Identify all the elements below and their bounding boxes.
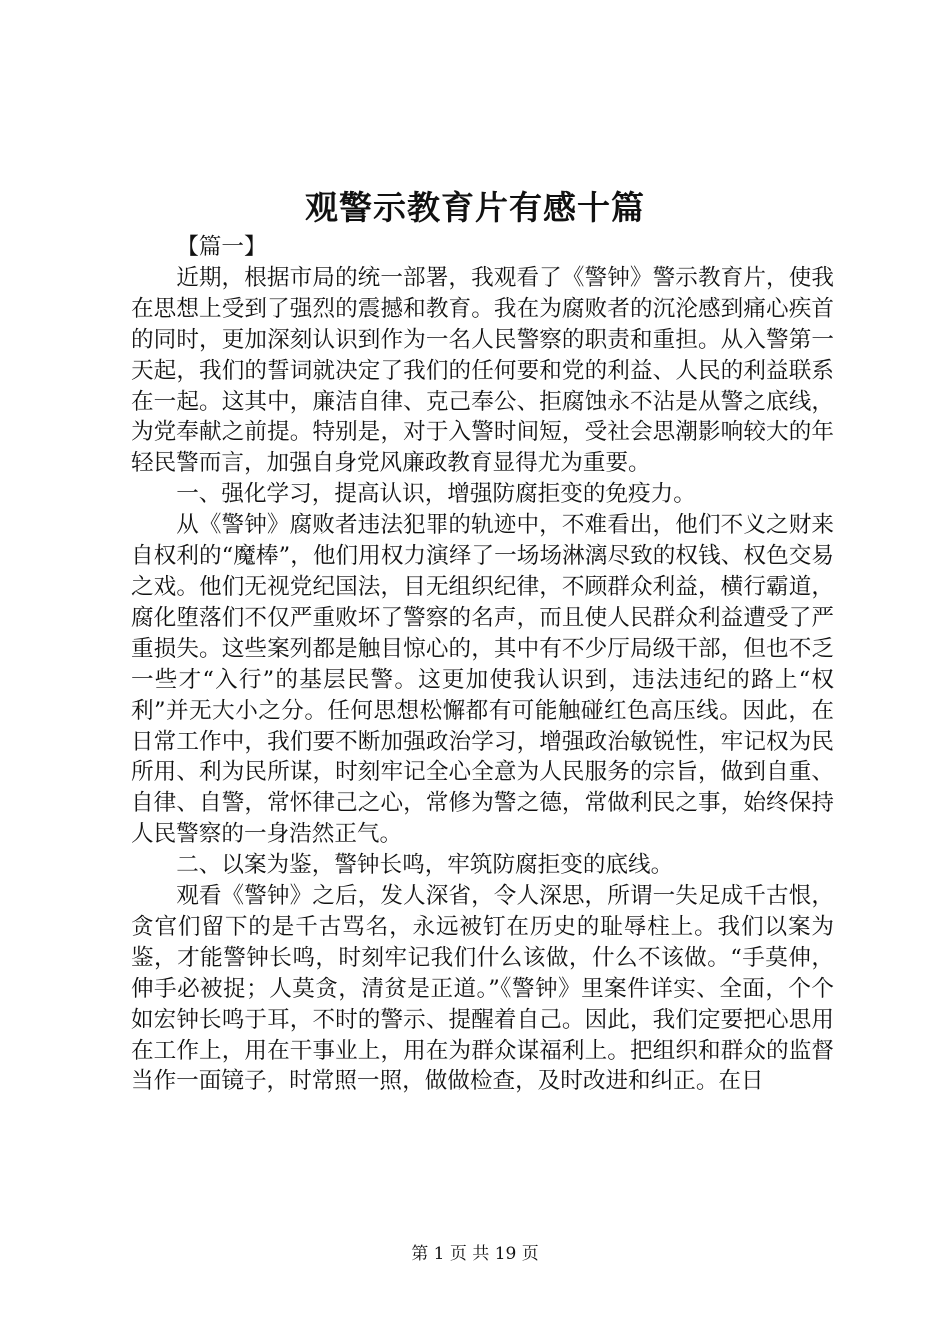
subsection-heading: 二、以案为鉴，警钟长鸣，牢筑防腐拒变的底线。 bbox=[176, 852, 674, 879]
body-paragraph: 从《警钟》腐败者违法犯罪的轨迹中，不难看出，他们不义之财来自权利的“魔棒”，他们用权力演绎了一场场淋漓尽致的权钱、权色交易之戏。他们无视党纪国法，目无组织纪律，不顾群众利益，横行霸道，腐化堕落们不仅严重败坏了警察的名声，而且使人民群众利益遭受了严重损失。这些案列都是触目惊心的，其中有不少厅局级干部，但也不乏一些才“入行”的基层民警。这更加使我认识到，违法违纪的路上“权利”并无大小之分。任何思想松懈都有可能触碰红色高压线。因此，在日常工作中，我们要不断加强政治学习，增强政治敏锐性，牢记权为民所用、利为民所谋，时刻牢记全心全意为人民服务的宗旨，做到自重、自律、自警，常怀律己之心，常修为警之德，常做利民之事，始终保持人民警察的一身浩然正气。 bbox=[131, 512, 834, 848]
subsection-heading: 一、强化学习，提高认识，增强防腐拒变的免疫力。 bbox=[176, 481, 696, 508]
page-footer: 第 1 页 共 19 页 bbox=[411, 1244, 539, 1264]
body-paragraph: 近期，根据市局的统一部署，我观看了《警钟》警示教育片，使我在思想上受到了强烈的震撼和教育。我在为腐败者的沉沦感到痛心疾首的同时，更加深刻认识到作为一名人民警察的职责和重担。从入警第一天起，我们的誓词就决定了我们的任何要和党的利益、人民的利益联系在一起。这其中，廉洁自律、克己奉公、拒腐蚀永不沾是从警之底线，为党奉献之前提。特别是，对于入警时间短，受社会思潮影响较大的年轻民警而言，加强自身党风廉政教育显得尤为重要。 bbox=[131, 264, 834, 477]
document-title: 观警示教育片有感十篇 bbox=[305, 188, 645, 227]
body-paragraph: 观看《警钟》之后，发人深省，令人深思，所谓一失足成千古恨，贪官们留下的是千古骂名，永远被钉在历史的耻辱柱上。我们以案为鉴，才能警钟长鸣，时刻牢记我们什么该做，什么不该做。“手莫伸，伸手必被捉；人莫贪，清贫是正道。”《警钟》里案件详实、全面，个个如宏钟长鸣于耳，不时的警示、提醒着自己。因此，我们定要把心思用在工作上，用在干事业上，用在为群众谋福利上。把组织和群众的监督当作一面镜子，时常照一照，做做检查，及时改进和纠正。在日 bbox=[131, 883, 834, 1095]
document-body bbox=[131, 232, 834, 1097]
section-heading: 【篇一】 bbox=[176, 234, 267, 260]
